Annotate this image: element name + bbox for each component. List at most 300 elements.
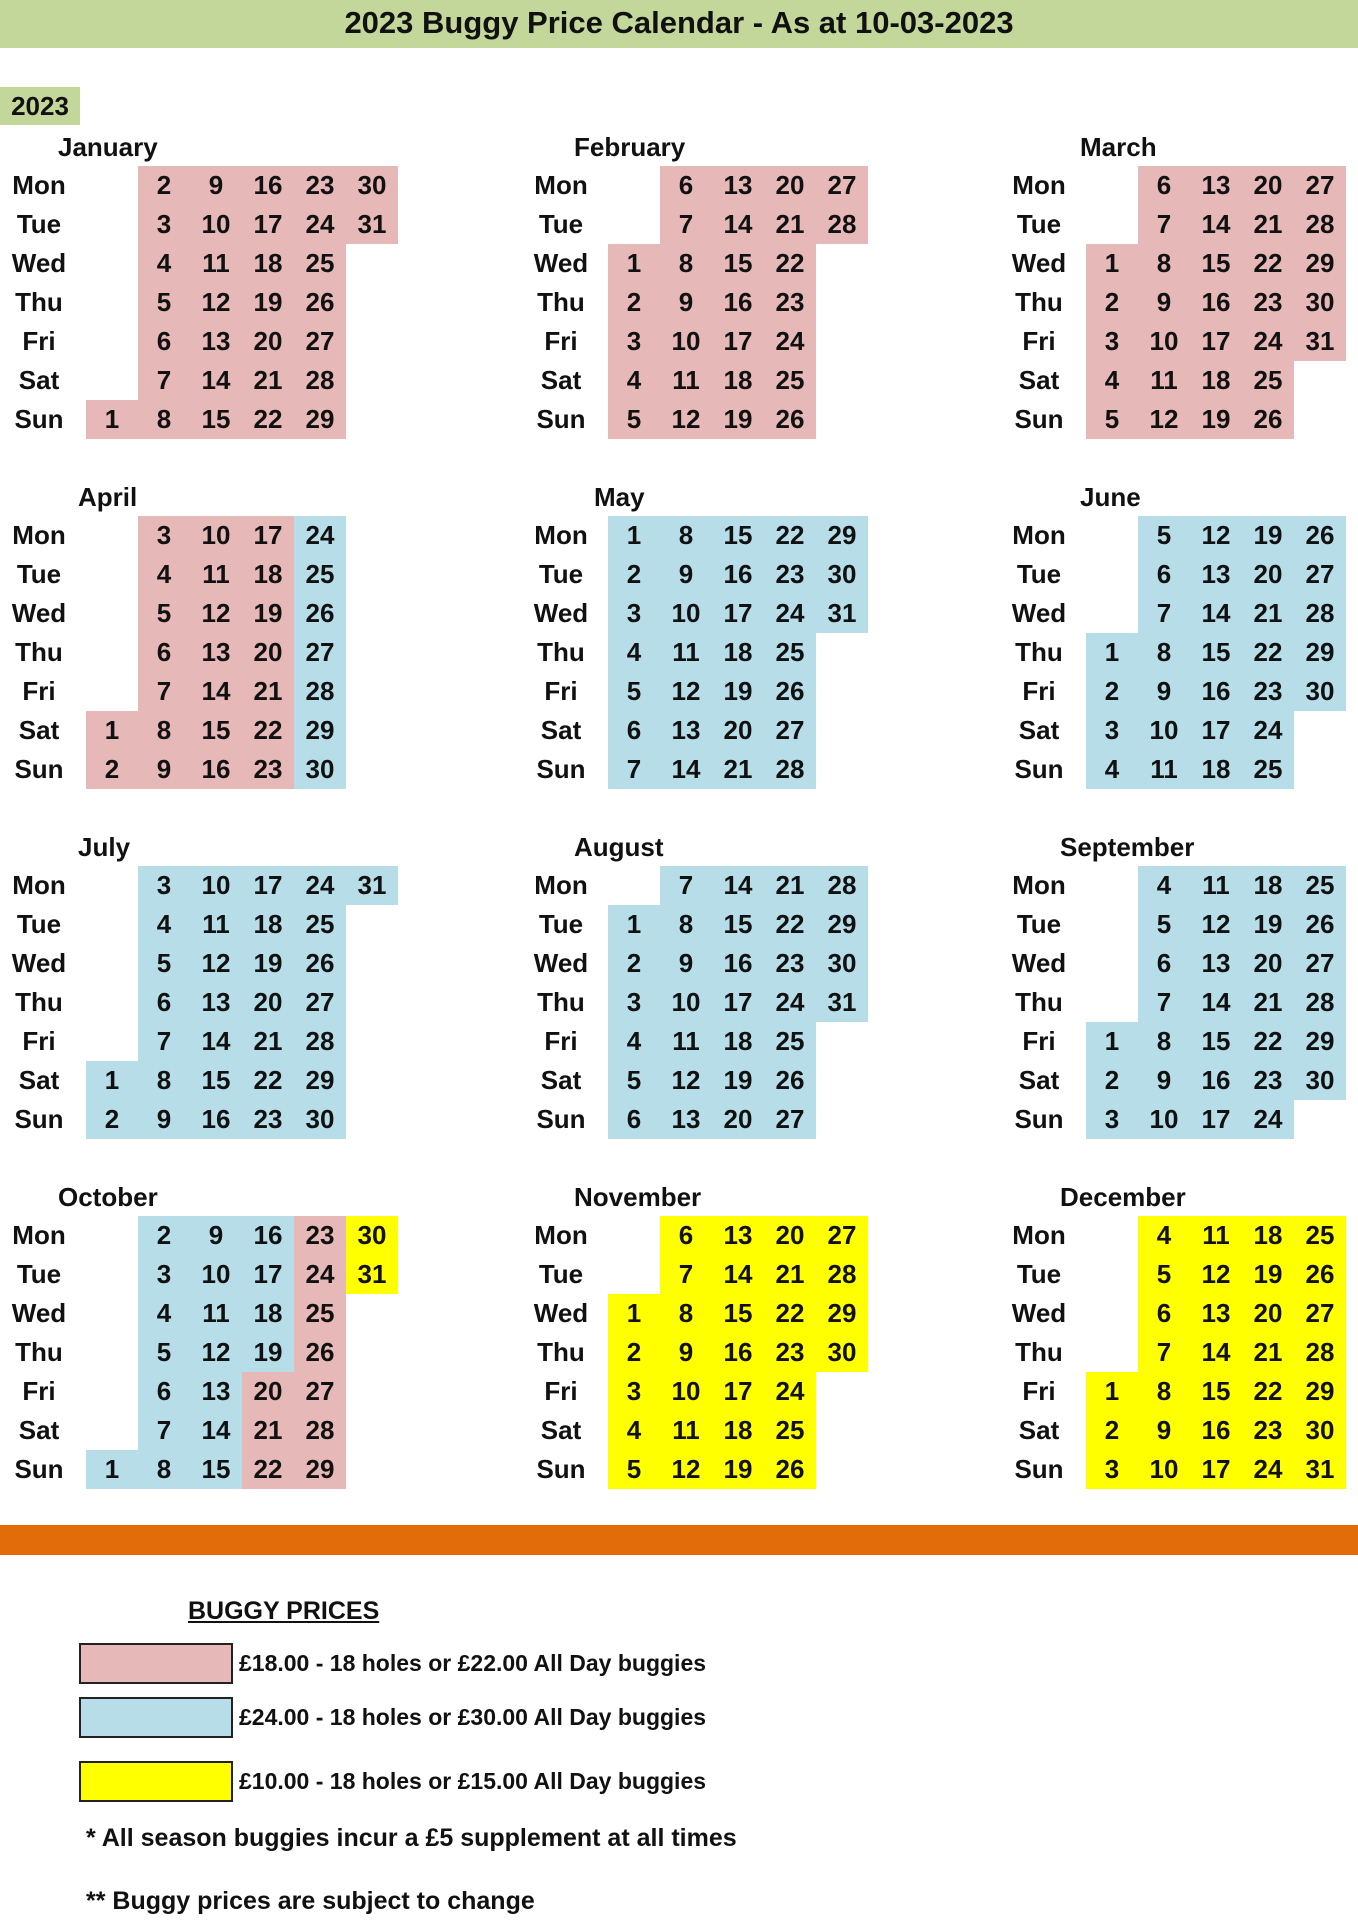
day-cell: 27 [1294, 944, 1346, 983]
day-cell: 24 [764, 983, 816, 1022]
day-label-tue: Tue [1016, 1259, 1062, 1289]
day-cell: 17 [1190, 1450, 1242, 1489]
day-cell: 14 [712, 1255, 764, 1294]
month-name: December [1060, 1182, 1186, 1212]
day-cell: 25 [764, 1411, 816, 1450]
day-label-sat: Sat [18, 1415, 60, 1445]
day-cell: 23 [1242, 1061, 1294, 1100]
day-cell: 15 [712, 905, 764, 944]
day-cell: 1 [1086, 244, 1138, 283]
day-label-mon: Mon [534, 870, 588, 900]
month-may [528, 480, 948, 840]
day-cell: 11 [660, 361, 712, 400]
day-cell: 19 [712, 1061, 764, 1100]
day-cell: 11 [190, 555, 242, 594]
day-cell: 9 [1138, 283, 1190, 322]
day-label-fri: Fri [1022, 326, 1056, 356]
day-cell: 19 [712, 1450, 764, 1489]
day-label-sun: Sun [14, 754, 64, 784]
day-label-wed: Wed [533, 248, 589, 278]
day-cell: 14 [190, 1411, 242, 1450]
day-cell: 4 [138, 1294, 190, 1333]
day-cell: 23 [242, 1100, 294, 1139]
day-label-fri: Fri [544, 676, 578, 706]
day-label-sun: Sun [14, 404, 64, 434]
day-cell: 3 [608, 594, 660, 633]
day-cell: 1 [608, 1294, 660, 1333]
day-cell: 25 [764, 1022, 816, 1061]
month-name: February [574, 132, 686, 162]
day-cell: 17 [242, 866, 294, 905]
day-cell: 22 [1242, 1022, 1294, 1061]
day-cell: 24 [294, 866, 346, 905]
day-cell: 20 [764, 166, 816, 205]
day-cell: 14 [1190, 983, 1242, 1022]
day-cell: 7 [138, 672, 190, 711]
day-cell: 5 [608, 1061, 660, 1100]
day-cell: 21 [712, 750, 764, 789]
day-cell: 12 [190, 283, 242, 322]
day-cell: 7 [1138, 983, 1190, 1022]
day-cell: 14 [1190, 594, 1242, 633]
day-cell: 20 [242, 633, 294, 672]
day-cell: 15 [712, 516, 764, 555]
day-cell: 24 [764, 594, 816, 633]
day-cell: 21 [764, 1255, 816, 1294]
day-cell: 26 [294, 594, 346, 633]
day-label-thu: Thu [537, 987, 585, 1017]
day-cell: 18 [712, 1411, 764, 1450]
day-label-thu: Thu [537, 1337, 585, 1367]
day-cell: 12 [660, 672, 712, 711]
day-label-fri: Fri [22, 326, 56, 356]
day-cell: 25 [1294, 866, 1346, 905]
day-cell: 17 [242, 205, 294, 244]
day-label-mon: Mon [1012, 170, 1066, 200]
day-cell: 6 [138, 983, 190, 1022]
day-cell: 10 [1138, 1450, 1190, 1489]
day-cell: 22 [764, 1294, 816, 1333]
day-cell: 8 [1138, 1022, 1190, 1061]
day-label-thu: Thu [1015, 1337, 1063, 1367]
day-label-thu: Thu [537, 637, 585, 667]
day-label-wed: Wed [11, 1298, 67, 1328]
day-cell: 21 [1242, 1333, 1294, 1372]
day-cell: 5 [1138, 1255, 1190, 1294]
day-cell: 22 [1242, 1372, 1294, 1411]
day-cell: 19 [242, 594, 294, 633]
day-cell: 17 [1190, 1100, 1242, 1139]
day-cell: 18 [242, 555, 294, 594]
day-cell: 20 [1242, 166, 1294, 205]
day-cell: 17 [712, 594, 764, 633]
day-cell: 3 [608, 983, 660, 1022]
day-cell: 28 [1294, 205, 1346, 244]
day-cell: 13 [1190, 1294, 1242, 1333]
day-cell: 2 [86, 1100, 138, 1139]
month-june [1006, 480, 1358, 840]
day-cell: 4 [138, 905, 190, 944]
day-label-tue: Tue [16, 209, 62, 239]
day-cell: 12 [1190, 905, 1242, 944]
day-cell: 27 [1294, 166, 1346, 205]
day-cell: 9 [660, 283, 712, 322]
day-label-tue: Tue [16, 1259, 62, 1289]
day-cell: 25 [764, 361, 816, 400]
day-label-wed: Wed [533, 1298, 589, 1328]
month-october [6, 1180, 426, 1540]
day-cell: 30 [1294, 1061, 1346, 1100]
day-cell: 9 [190, 166, 242, 205]
day-cell: 15 [190, 1450, 242, 1489]
yellow-swatch [79, 1761, 233, 1802]
day-cell: 10 [190, 1255, 242, 1294]
day-cell: 10 [660, 983, 712, 1022]
day-cell: 4 [1138, 1216, 1190, 1255]
day-cell: 31 [346, 205, 398, 244]
day-cell: 20 [764, 1216, 816, 1255]
day-label-thu: Thu [15, 287, 63, 317]
day-cell: 13 [190, 983, 242, 1022]
day-cell: 5 [608, 672, 660, 711]
day-cell: 9 [1138, 1061, 1190, 1100]
day-cell: 19 [1242, 516, 1294, 555]
day-cell: 18 [242, 244, 294, 283]
day-cell: 1 [86, 711, 138, 750]
day-cell: 1 [86, 1061, 138, 1100]
day-cell: 5 [1138, 905, 1190, 944]
day-cell: 16 [242, 1216, 294, 1255]
day-cell: 3 [138, 516, 190, 555]
day-cell: 3 [138, 205, 190, 244]
day-cell: 25 [1294, 1216, 1346, 1255]
day-cell: 2 [1086, 1411, 1138, 1450]
month-august [528, 830, 948, 1190]
day-label-sat: Sat [1018, 715, 1060, 745]
day-label-fri: Fri [22, 1026, 56, 1056]
day-cell: 9 [660, 1333, 712, 1372]
day-cell: 1 [86, 400, 138, 439]
day-cell: 21 [1242, 594, 1294, 633]
day-cell: 15 [1190, 1372, 1242, 1411]
day-cell: 11 [1138, 361, 1190, 400]
day-cell: 21 [242, 361, 294, 400]
day-cell: 5 [138, 283, 190, 322]
day-cell: 2 [1086, 283, 1138, 322]
day-cell: 25 [294, 1294, 346, 1333]
day-cell: 4 [608, 1411, 660, 1450]
day-cell: 31 [816, 983, 868, 1022]
day-cell: 1 [86, 1450, 138, 1489]
day-cell: 30 [816, 555, 868, 594]
day-cell: 6 [660, 1216, 712, 1255]
day-cell: 20 [242, 1372, 294, 1411]
day-label-wed: Wed [11, 248, 67, 278]
day-cell: 29 [1294, 244, 1346, 283]
day-cell: 17 [242, 1255, 294, 1294]
day-cell: 7 [138, 361, 190, 400]
day-cell: 6 [660, 166, 712, 205]
day-cell: 25 [294, 555, 346, 594]
year-badge: 2023 [0, 87, 80, 125]
day-cell: 3 [1086, 1100, 1138, 1139]
day-cell: 23 [764, 1333, 816, 1372]
month-name: October [58, 1182, 158, 1212]
day-cell: 18 [1190, 361, 1242, 400]
day-cell: 14 [712, 866, 764, 905]
day-cell: 29 [294, 1061, 346, 1100]
day-cell: 24 [1242, 1100, 1294, 1139]
day-cell: 1 [1086, 633, 1138, 672]
day-label-fri: Fri [1022, 1026, 1056, 1056]
day-cell: 1 [608, 516, 660, 555]
day-cell: 24 [294, 516, 346, 555]
day-cell: 8 [138, 1061, 190, 1100]
day-cell: 14 [1190, 205, 1242, 244]
day-cell: 22 [242, 1450, 294, 1489]
day-cell: 16 [1190, 1061, 1242, 1100]
day-cell: 26 [1294, 905, 1346, 944]
day-cell: 19 [242, 944, 294, 983]
day-label-sat: Sat [540, 1065, 582, 1095]
day-label-tue: Tue [1016, 909, 1062, 939]
day-cell: 13 [190, 322, 242, 361]
day-label-wed: Wed [1011, 598, 1067, 628]
day-cell: 18 [712, 633, 764, 672]
day-cell: 13 [1190, 166, 1242, 205]
day-cell: 30 [1294, 1411, 1346, 1450]
day-cell: 25 [294, 905, 346, 944]
day-cell: 27 [816, 1216, 868, 1255]
day-cell: 9 [1138, 1411, 1190, 1450]
day-label-mon: Mon [12, 1220, 66, 1250]
month-january [6, 130, 426, 490]
day-label-wed: Wed [11, 948, 67, 978]
day-label-fri: Fri [544, 326, 578, 356]
day-cell: 22 [1242, 633, 1294, 672]
day-cell: 8 [660, 516, 712, 555]
day-cell: 3 [608, 322, 660, 361]
day-cell: 13 [190, 1372, 242, 1411]
day-cell: 30 [1294, 283, 1346, 322]
day-cell: 5 [1086, 400, 1138, 439]
day-label-wed: Wed [533, 598, 589, 628]
day-cell: 7 [138, 1022, 190, 1061]
day-label-thu: Thu [1015, 287, 1063, 317]
day-cell: 11 [660, 1022, 712, 1061]
day-cell: 26 [764, 1061, 816, 1100]
day-cell: 22 [242, 711, 294, 750]
day-cell: 10 [1138, 711, 1190, 750]
day-cell: 6 [1138, 555, 1190, 594]
day-cell: 2 [138, 1216, 190, 1255]
day-cell: 31 [346, 1255, 398, 1294]
day-label-mon: Mon [12, 520, 66, 550]
day-cell: 22 [764, 905, 816, 944]
day-cell: 19 [242, 283, 294, 322]
day-cell: 21 [242, 1411, 294, 1450]
day-cell: 16 [712, 1333, 764, 1372]
day-label-tue: Tue [16, 909, 62, 939]
day-cell: 18 [1242, 1216, 1294, 1255]
day-cell: 5 [608, 1450, 660, 1489]
day-cell: 20 [1242, 944, 1294, 983]
day-cell: 14 [190, 361, 242, 400]
day-cell: 26 [294, 944, 346, 983]
day-cell: 4 [138, 555, 190, 594]
day-label-tue: Tue [538, 909, 584, 939]
day-label-wed: Wed [1011, 1298, 1067, 1328]
orange-divider [0, 1525, 1358, 1555]
month-name: January [58, 132, 158, 162]
day-cell: 8 [1138, 1372, 1190, 1411]
day-label-sun: Sun [1014, 404, 1064, 434]
day-cell: 28 [1294, 1333, 1346, 1372]
day-cell: 16 [712, 283, 764, 322]
day-cell: 5 [138, 944, 190, 983]
day-cell: 2 [138, 166, 190, 205]
day-cell: 13 [660, 711, 712, 750]
day-cell: 20 [242, 322, 294, 361]
day-label-sat: Sat [18, 1065, 60, 1095]
day-cell: 6 [608, 1100, 660, 1139]
day-cell: 8 [138, 711, 190, 750]
day-cell: 26 [764, 400, 816, 439]
day-cell: 28 [294, 361, 346, 400]
day-label-thu: Thu [1015, 987, 1063, 1017]
day-cell: 17 [1190, 322, 1242, 361]
day-cell: 13 [1190, 944, 1242, 983]
pink-swatch [79, 1643, 233, 1684]
day-cell: 3 [138, 866, 190, 905]
day-cell: 7 [1138, 594, 1190, 633]
day-cell: 12 [190, 944, 242, 983]
day-cell: 31 [1294, 322, 1346, 361]
day-cell: 14 [190, 1022, 242, 1061]
day-cell: 11 [1190, 1216, 1242, 1255]
day-label-sun: Sun [1014, 754, 1064, 784]
day-cell: 26 [294, 1333, 346, 1372]
day-cell: 29 [294, 400, 346, 439]
day-cell: 6 [1138, 1294, 1190, 1333]
day-label-sun: Sun [536, 1104, 586, 1134]
day-cell: 24 [294, 205, 346, 244]
day-cell: 24 [1242, 322, 1294, 361]
day-cell: 12 [1190, 516, 1242, 555]
day-cell: 15 [190, 400, 242, 439]
day-label-mon: Mon [1012, 520, 1066, 550]
day-cell: 4 [608, 1022, 660, 1061]
day-cell: 21 [1242, 205, 1294, 244]
day-cell: 9 [660, 944, 712, 983]
day-cell: 7 [608, 750, 660, 789]
day-label-sun: Sun [536, 1454, 586, 1484]
day-cell: 23 [764, 555, 816, 594]
day-cell: 28 [294, 672, 346, 711]
day-cell: 28 [1294, 594, 1346, 633]
day-cell: 23 [764, 283, 816, 322]
day-cell: 2 [608, 944, 660, 983]
day-cell: 8 [138, 1450, 190, 1489]
day-cell: 14 [660, 750, 712, 789]
day-cell: 6 [1138, 166, 1190, 205]
day-cell: 28 [294, 1411, 346, 1450]
day-cell: 23 [1242, 1411, 1294, 1450]
month-december [1006, 1180, 1358, 1540]
day-cell: 27 [294, 1372, 346, 1411]
day-label-mon: Mon [534, 520, 588, 550]
day-cell: 28 [816, 1255, 868, 1294]
day-cell: 28 [764, 750, 816, 789]
month-name: March [1080, 132, 1157, 162]
month-name: May [594, 482, 645, 512]
day-cell: 27 [764, 1100, 816, 1139]
day-cell: 22 [242, 400, 294, 439]
day-label-mon: Mon [12, 870, 66, 900]
day-cell: 31 [1294, 1450, 1346, 1489]
day-cell: 19 [1242, 905, 1294, 944]
month-name: November [574, 1182, 702, 1212]
day-cell: 9 [138, 750, 190, 789]
day-cell: 12 [190, 594, 242, 633]
day-cell: 17 [712, 322, 764, 361]
month-november [528, 1180, 948, 1540]
day-cell: 22 [242, 1061, 294, 1100]
day-cell: 29 [816, 516, 868, 555]
day-cell: 21 [764, 866, 816, 905]
day-cell: 4 [138, 244, 190, 283]
legend-text-pink: £18.00 - 18 holes or £22.00 All Day buggies [239, 1650, 707, 1676]
day-cell: 11 [190, 1294, 242, 1333]
day-cell: 6 [138, 1372, 190, 1411]
day-cell: 22 [764, 244, 816, 283]
day-cell: 25 [294, 244, 346, 283]
day-cell: 7 [660, 1255, 712, 1294]
day-cell: 11 [1190, 866, 1242, 905]
legend-text-yellow: £10.00 - 18 holes or £15.00 All Day buggies [239, 1768, 707, 1794]
day-cell: 7 [1138, 205, 1190, 244]
day-cell: 12 [660, 1450, 712, 1489]
day-cell: 2 [1086, 1061, 1138, 1100]
day-label-sun: Sun [1014, 1104, 1064, 1134]
day-label-sat: Sat [540, 1415, 582, 1445]
day-cell: 7 [660, 205, 712, 244]
day-cell: 4 [1086, 361, 1138, 400]
day-cell: 9 [138, 1100, 190, 1139]
day-cell: 23 [1242, 283, 1294, 322]
day-cell: 10 [660, 322, 712, 361]
day-cell: 14 [190, 672, 242, 711]
day-cell: 29 [294, 711, 346, 750]
day-cell: 30 [816, 944, 868, 983]
day-label-tue: Tue [1016, 559, 1062, 589]
day-label-sat: Sat [1018, 365, 1060, 395]
day-cell: 5 [138, 1333, 190, 1372]
day-cell: 16 [190, 1100, 242, 1139]
day-cell: 16 [712, 555, 764, 594]
day-cell: 3 [138, 1255, 190, 1294]
day-cell: 4 [608, 633, 660, 672]
day-label-fri: Fri [544, 1026, 578, 1056]
day-cell: 12 [190, 1333, 242, 1372]
day-cell: 27 [294, 633, 346, 672]
day-cell: 21 [764, 205, 816, 244]
day-label-wed: Wed [1011, 948, 1067, 978]
day-cell: 18 [1242, 866, 1294, 905]
day-cell: 28 [816, 205, 868, 244]
day-label-mon: Mon [12, 170, 66, 200]
day-cell: 10 [660, 594, 712, 633]
